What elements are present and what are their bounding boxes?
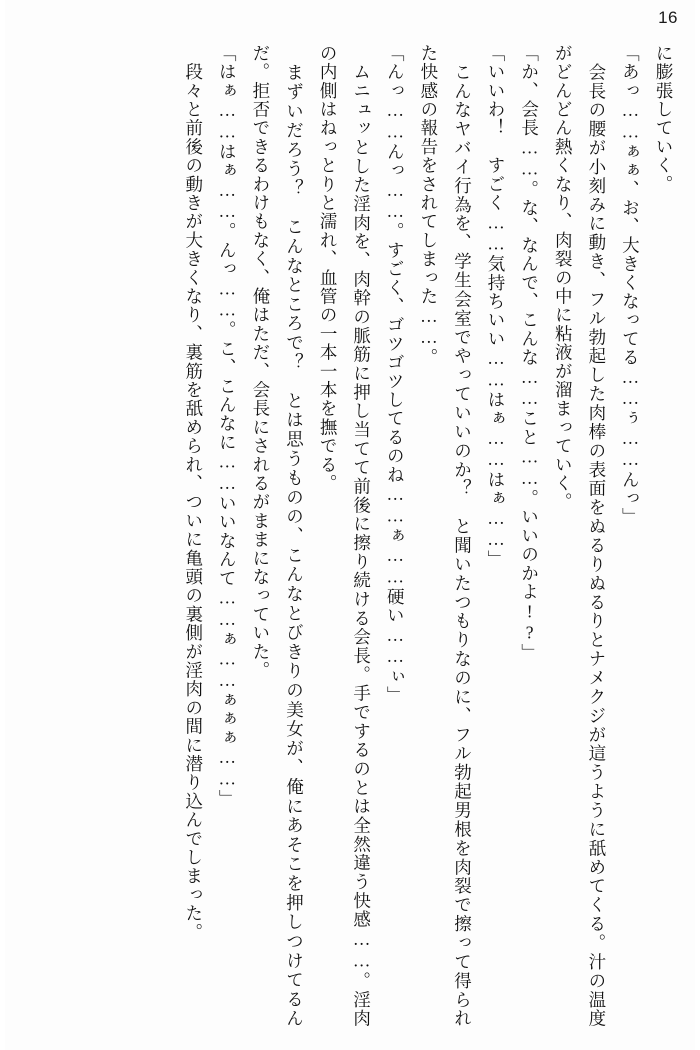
page-body-text [20,44,680,1028]
body-paragraph: 「か、会長……。な、なんで、こんな……こと……。いいのかよ!?」 [519,44,540,663]
body-paragraph: こんなヤバイ行為を、学生会室でやっていいのか？ と聞いたつもりなのに、フル勃起男根を肉裂で擦って得られた快感の報告をされてしまった……。 [418,44,473,1028]
body-paragraph: まずいだろう？ こんなところで？ とは思うものの、こんなとびきりの美女が、俺にあそこを押しつけてるんだ。拒否できるわけもなく、俺はただ、会長にされるがままになっていた。 [250,44,305,1028]
body-paragraph: に膨張していく。 [654,44,674,194]
body-paragraph: 「いいわ！ すごく……気持ちいい……はぁ……はぁ……」 [486,44,507,569]
page-edge-right [695,0,700,1050]
body-paragraph: 段々と前後の動きが大きくなり、裏筋を舐められ、ついに亀頭の裏側が淫肉の間に潜り込んでしまった。 [183,44,204,942]
body-paragraph: 会長の腰が小刻みに動き、フル勃起した肉棒の表面をぬるりぬるりとナメクジが這うように舐めてくる。汁の温度がどんどん熱くなり、肉裂の中に粘液が溜まっていく。 [553,44,607,1028]
body-paragraph: 「あっ……ぁぁ、お、大きくなってる……ぅ……んっ」 [620,44,641,527]
body-paragraph: ムニュッとした淫肉を、肉幹の脈筋に押し当てて前後に擦り続ける会長。手でするのとは全然違う快感……。淫肉の内側はねっとりと濡れ、血管の一本一本を撫でる。 [318,44,372,1028]
body-paragraph: 「んっ……んっ……。すごく、ゴツゴツしてるのね……ぁ……硬い……ぃ」 [385,44,406,705]
page-edge-left [0,0,5,1050]
page-number: 16 [658,8,678,27]
body-paragraph: 「はぁ……はぁ……。んっ……。こ、こんなに……いいなんて……ぁ……ぁぁぁ……」 [217,44,238,809]
